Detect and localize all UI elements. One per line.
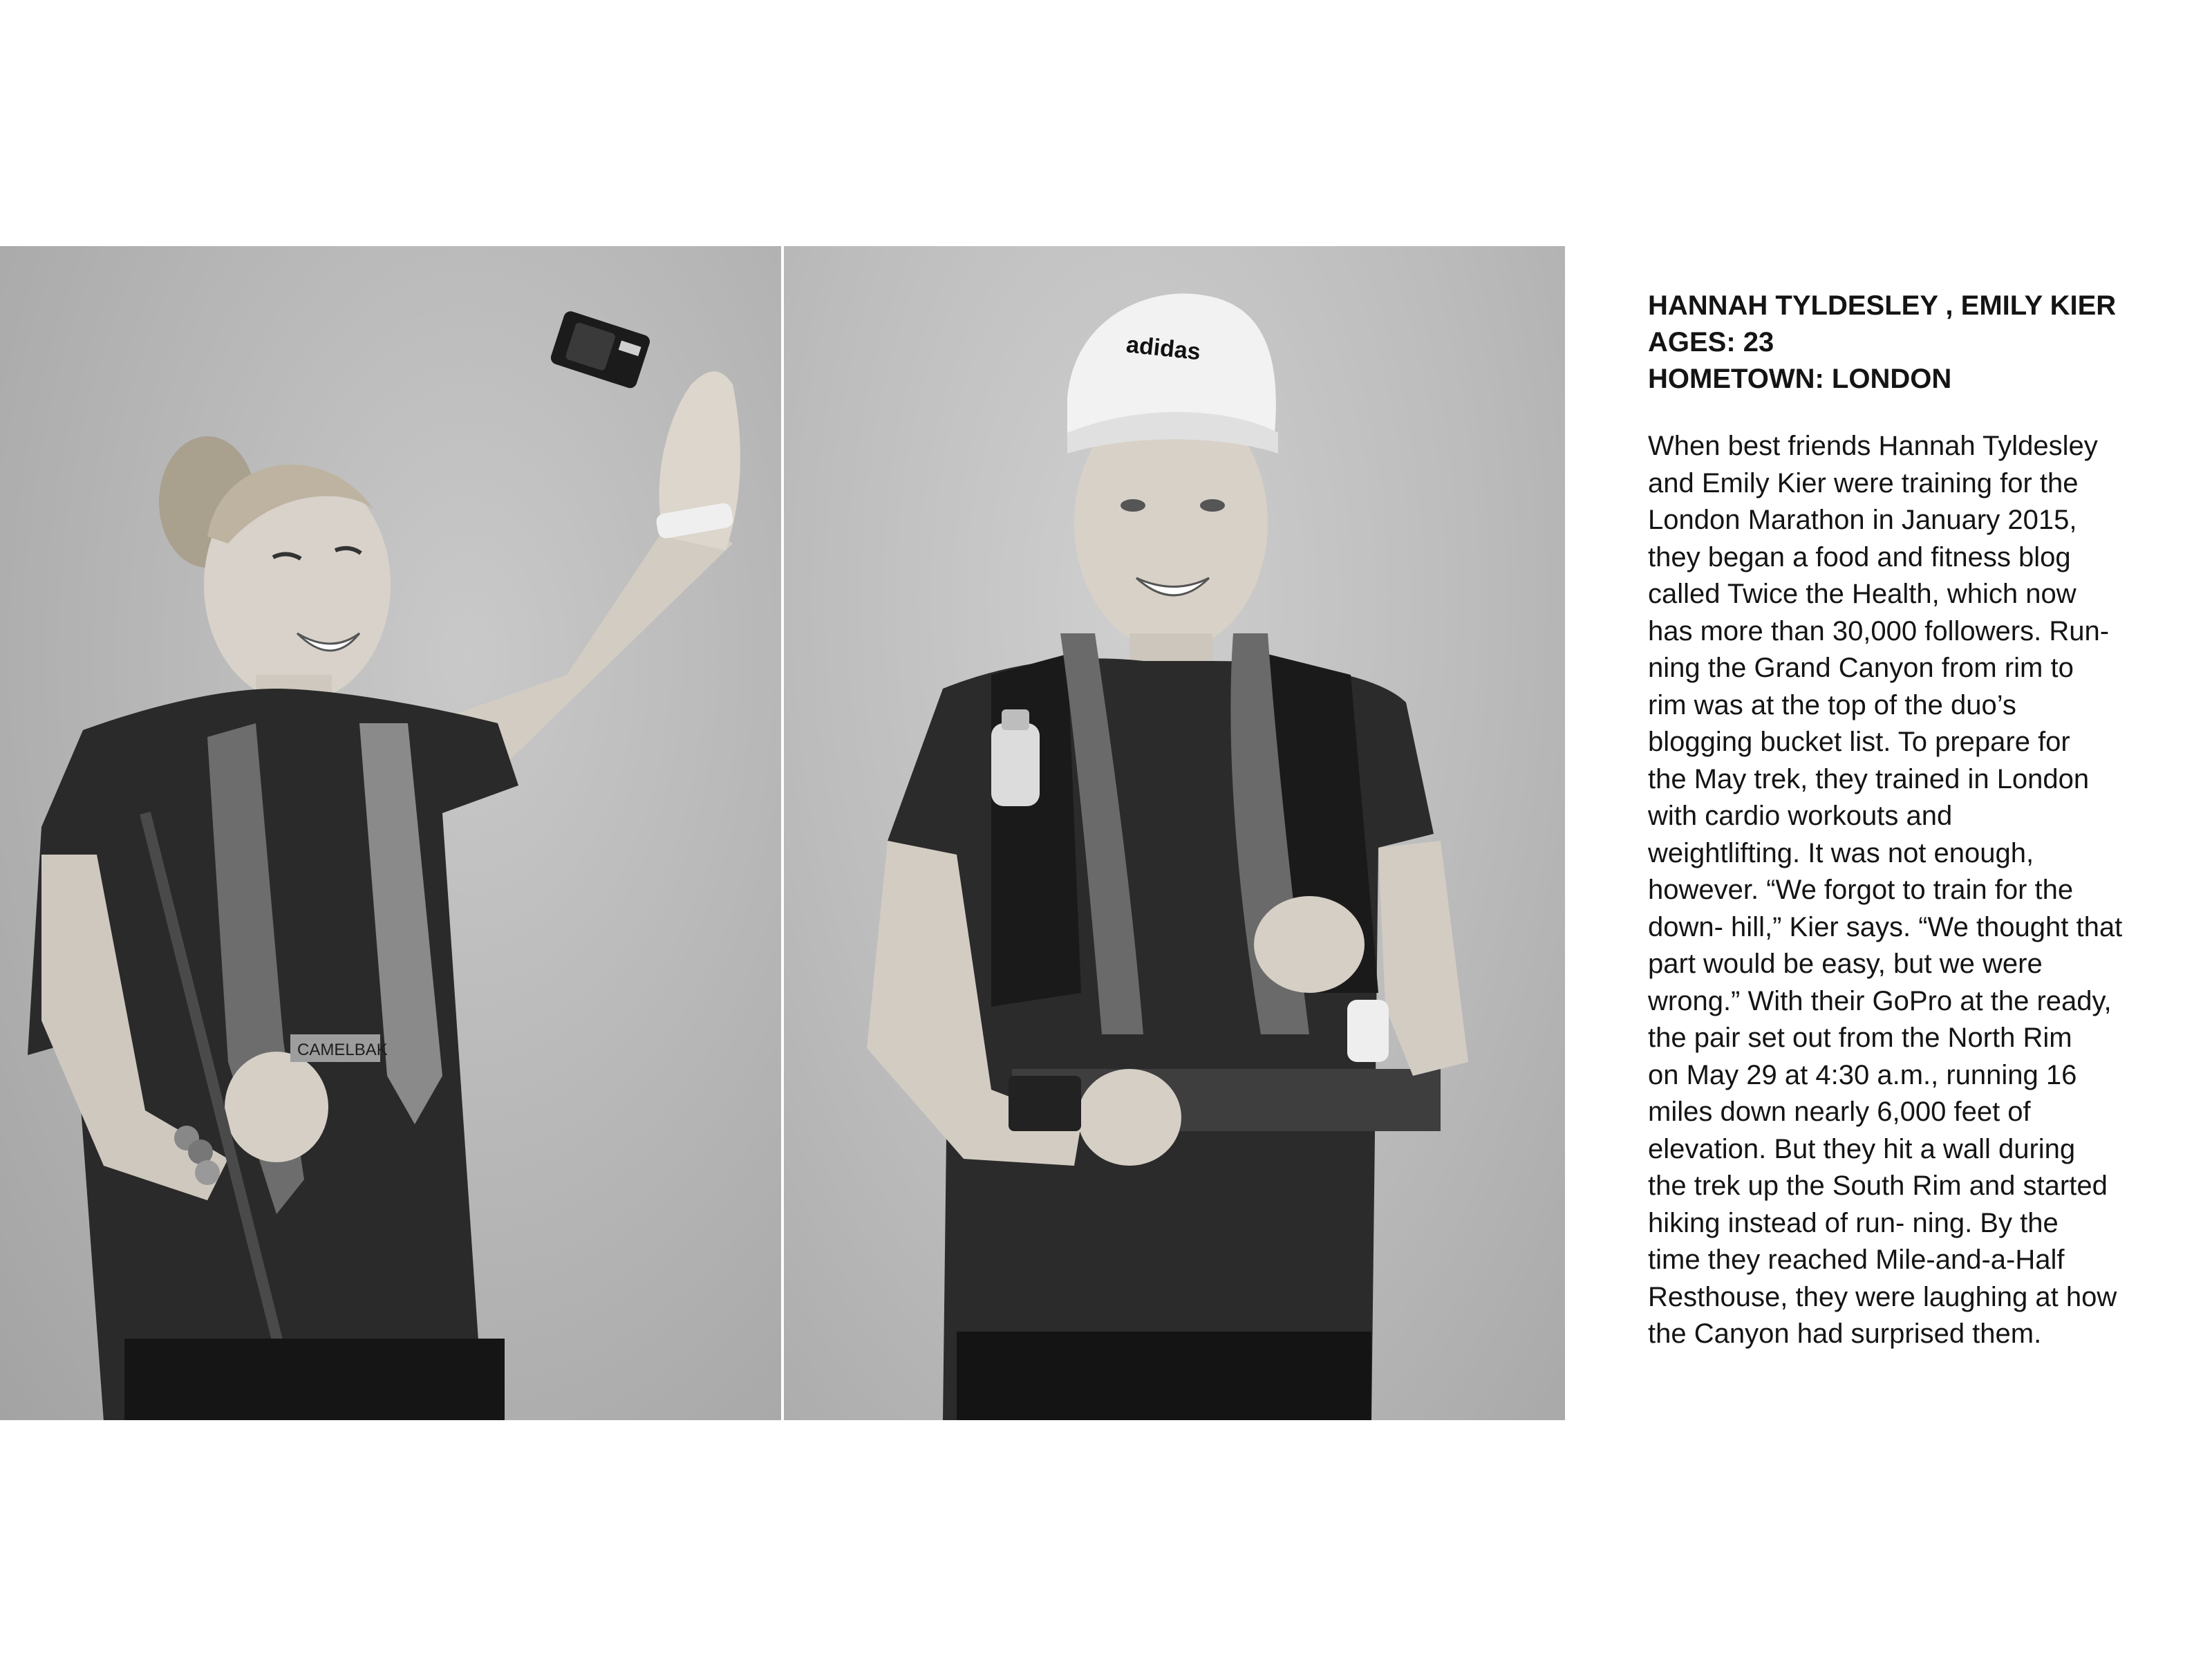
- ages-heading: AGES: 23: [1648, 327, 1774, 357]
- body-line: wrong.” With their GoPro at the ready,: [1648, 985, 2112, 1016]
- body-line: with cardio workouts and: [1648, 801, 1953, 831]
- body-line: the May trek, they trained in London: [1648, 763, 2090, 794]
- body-line: blogging bucket list. To prepare for: [1648, 727, 2070, 757]
- portrait-photo-hannah: [0, 246, 781, 1420]
- article-body: [1648, 428, 2153, 1353]
- body-line: London Marathon in January 2015,: [1648, 505, 2077, 535]
- article-text-column: [1648, 288, 2153, 1353]
- portrait-photo-emily: [784, 246, 1565, 1420]
- body-line: however. “We forgot to train for the: [1648, 875, 2074, 905]
- body-line: on May 29 at 4:30 a.m., running 16: [1648, 1059, 2077, 1090]
- portrait-emily-illustration: [784, 246, 1565, 1420]
- hometown-heading: HOMETOWN: LONDON: [1648, 364, 1952, 394]
- body-line: has more than 30,000 followers. Run-: [1648, 615, 2110, 646]
- profile-header: [1648, 288, 2153, 398]
- adidas-cap-logo: adidas: [1125, 331, 1202, 366]
- body-line: the trek up the South Rim and started: [1648, 1171, 2108, 1201]
- body-line: miles down nearly 6,000 feet of: [1648, 1097, 2031, 1127]
- body-line: Resthouse, they were laughing at how: [1648, 1281, 2117, 1312]
- body-line: rim was at the top of the duo’s: [1648, 689, 2016, 720]
- body-line: weightlifting. It was not enough,: [1648, 837, 2034, 868]
- body-line: down- hill,” Kier says. “We thought that: [1648, 911, 2123, 942]
- camelbak-strap-label: CAMELBAK: [297, 1041, 388, 1059]
- body-line: hiking instead of run- ning. By the: [1648, 1207, 2059, 1238]
- body-line: When best friends Hannah Tyldesley: [1648, 431, 2098, 461]
- body-line: elevation. But they hit a wall during: [1648, 1133, 2076, 1164]
- body-line: the Canyon had surprised them.: [1648, 1319, 2042, 1349]
- body-line: ning the Grand Canyon from rim to: [1648, 653, 2074, 683]
- body-line: called Twice the Health, which now: [1648, 579, 2077, 609]
- body-line: time they reached Mile-and-a-Half: [1648, 1245, 2065, 1275]
- body-line: part would be easy, but we were: [1648, 949, 2043, 979]
- body-line: and Emily Kier were training for the: [1648, 467, 2079, 499]
- body-line: they began a food and fitness blog: [1648, 541, 2071, 572]
- portrait-hannah-illustration: [0, 246, 781, 1420]
- names-heading: HANNAH TYLDESLEY , EMILY KIER: [1648, 290, 2117, 321]
- body-line: the pair set out from the North Rim: [1648, 1023, 2072, 1053]
